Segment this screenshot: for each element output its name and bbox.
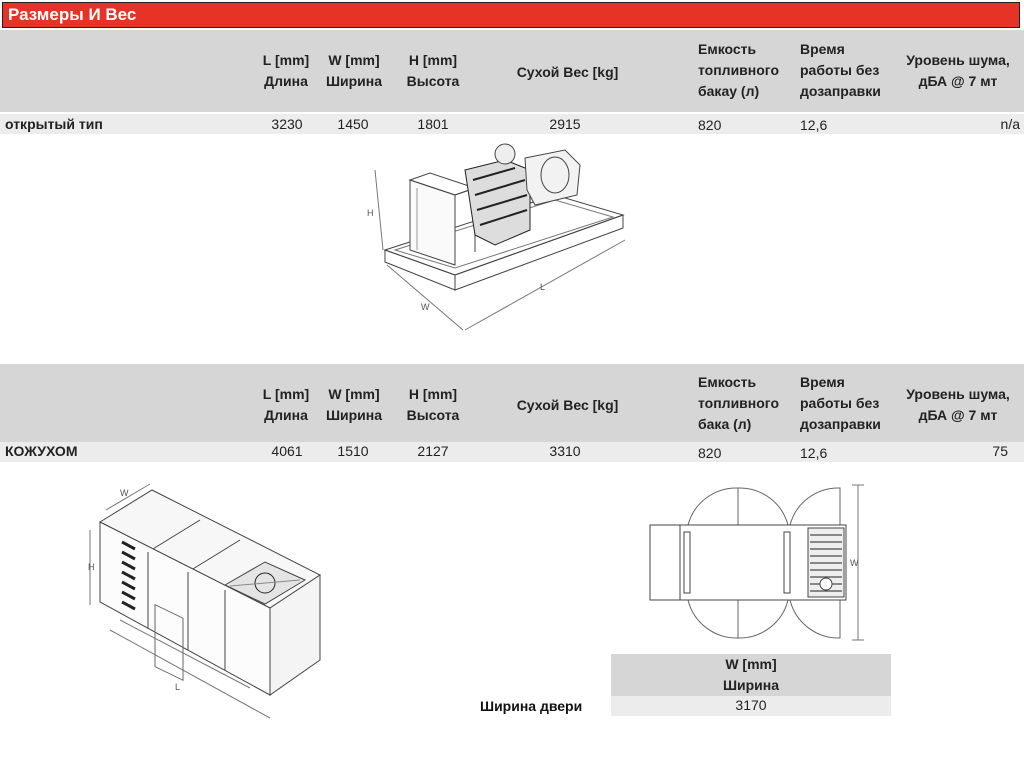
cell-runtime: 12,6 [800,117,828,133]
header-fuel-capacity: Емкость топливного бакау (л) [698,41,779,99]
table-header-canopy [0,364,1024,442]
cell-width: 1510 [337,443,369,459]
table-row-canopy [0,442,1024,462]
cell-fuel: 820 [698,445,722,461]
header-length: L [mm] Длина [262,52,310,89]
table-row-open [0,114,1024,134]
cell-weight: 2915 [549,116,581,132]
table-header-open [0,30,1024,112]
cell-weight: 3310 [549,443,581,459]
header-dry-weight: Сухой Вес [kg] [516,64,619,80]
canopy-top-view-drawing [640,480,870,645]
cell-length: 3230 [271,116,303,132]
canopy-generator-drawing [80,480,340,730]
cell-runtime: 12,6 [800,445,828,461]
open-generator-drawing [355,140,635,340]
door-width-value: 3170 [735,697,767,713]
header-fuel-capacity: Емкость топливного бака (л) [698,374,779,432]
dim-label-w: W [120,488,129,498]
header-runtime: Время работы без дозаправки [800,374,881,432]
header-noise: Уровень шума, дБА @ 7 мт [906,386,1010,423]
cell-length: 4061 [271,443,303,459]
cell-width: 1450 [337,116,369,132]
dim-label-w-top: W [850,558,859,568]
cell-noise: 75 [992,443,1008,459]
section-title: Размеры И Вес [2,2,1020,28]
header-length: L [mm] Длина [262,386,310,423]
header-dry-weight: Сухой Вес [kg] [516,397,619,413]
cell-height: 2127 [417,443,449,459]
door-table-header [611,654,891,696]
dim-label-w: W [421,302,430,312]
header-runtime: Время работы без дозаправки [800,41,881,99]
dim-label-l: L [540,282,546,292]
dim-label-l: L [175,682,181,692]
door-table-row [611,696,891,716]
door-width-label: Ширина двери [480,698,583,714]
cell-fuel: 820 [698,117,722,133]
row-label: открытый тип [5,116,103,132]
dim-label-h: H [367,208,374,218]
header-height: H [mm] Высота [406,52,460,89]
header-noise: Уровень шума, дБА @ 7 мт [906,52,1010,89]
header-width: W [mm] Ширина [325,386,383,423]
header-width: W [mm] Ширина [325,52,383,89]
door-header-width: W [mm] Ширина [722,656,780,693]
dim-label-h: H [88,562,95,572]
row-label: КОЖУХОМ [5,443,78,459]
cell-noise: n/a [1000,116,1020,132]
cell-height: 1801 [417,116,449,132]
header-height: H [mm] Высота [406,386,460,423]
